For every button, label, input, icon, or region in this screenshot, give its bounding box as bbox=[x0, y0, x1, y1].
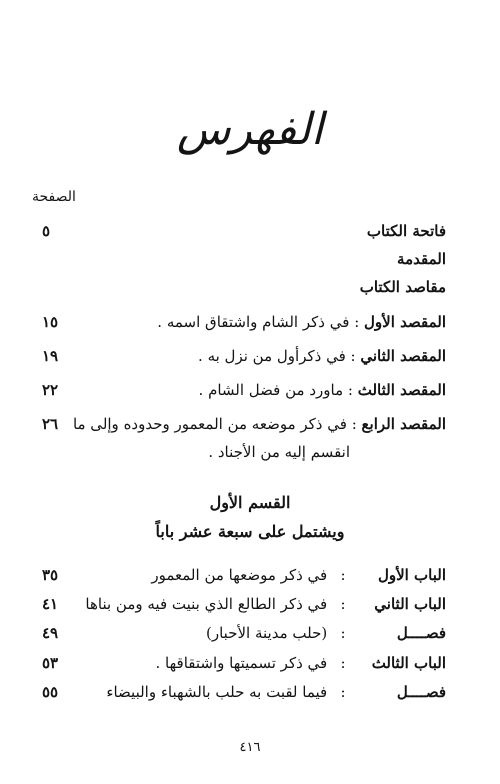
toc-entry-text: المقصد الثالث : ماورد من فضل الشام . bbox=[198, 381, 446, 399]
toc-entry bbox=[0, 276, 500, 304]
toc-entry-text: المقصد الثاني : في ذكرأول من نزل به . bbox=[198, 347, 446, 365]
toc-entry-label: فاتحة الكتاب bbox=[366, 222, 446, 240]
toc-page-number: ٥٥ bbox=[42, 683, 59, 701]
toc-entry-text: فصــــل: فيما لقبت به حلب بالشهباء والبيضاء bbox=[106, 683, 446, 701]
toc-page-number: ٢٢ bbox=[42, 381, 59, 399]
toc-entry-text: فصــــل: (حلب مدينة الأحبار) bbox=[206, 624, 446, 642]
toc-entry bbox=[0, 345, 500, 373]
toc-entry bbox=[0, 564, 500, 592]
toc-entry bbox=[0, 311, 500, 339]
toc-entry-text: الباب الثالث: في ذكر تسميتها واشتقاقها . bbox=[155, 654, 446, 672]
toc-entry bbox=[0, 379, 500, 407]
toc-entry-continuation-text: انقسم إليه من الأجناد . bbox=[208, 443, 350, 461]
toc-page-number: ٢٦ bbox=[42, 415, 59, 433]
toc-entry-text: المقصد الأول : في ذكر الشام واشتقاق اسمه . bbox=[157, 313, 446, 331]
toc-entry-text: الباب الأول: في ذكر موضعها من المعمور bbox=[151, 566, 446, 584]
toc-entry-continuation bbox=[0, 441, 500, 469]
toc-page-number: ١٥ bbox=[42, 313, 59, 331]
toc-entry-label: مقاصد الكتاب bbox=[359, 278, 446, 296]
toc-entry bbox=[0, 652, 500, 680]
toc-entry bbox=[0, 681, 500, 709]
toc-page-number: ١٩ bbox=[42, 347, 59, 365]
toc-entry-text: الباب الثاني: في ذكر الطالع الذي بنيت فيه ومن بناها bbox=[85, 595, 446, 613]
toc-entry bbox=[0, 220, 500, 248]
footer-page-number: ٤١٦ bbox=[239, 740, 261, 755]
toc-page-number: ٥٣ bbox=[42, 654, 59, 672]
page-title: الفهرس bbox=[176, 104, 324, 155]
toc-entry bbox=[0, 248, 500, 276]
toc-page-number: ٣٥ bbox=[42, 566, 59, 584]
toc-page-number: ٥ bbox=[42, 222, 51, 240]
page-column-header: الصفحة bbox=[32, 189, 76, 205]
toc-entry-text: المقصد الرابع : في ذكر موضعه من المعمور وحدوده وإلى ما bbox=[72, 415, 446, 433]
toc-page-number: ٤٩ bbox=[42, 624, 59, 642]
section-heading: القسم الأول bbox=[209, 493, 291, 512]
toc-page-number: ٤١ bbox=[42, 595, 59, 613]
section-subheading: ويشتمل على سبعة عشر باباً bbox=[155, 522, 345, 541]
toc-entry-label: المقدمة bbox=[397, 250, 446, 268]
toc-entry bbox=[0, 413, 500, 441]
toc-entry bbox=[0, 622, 500, 650]
toc-entry bbox=[0, 593, 500, 621]
